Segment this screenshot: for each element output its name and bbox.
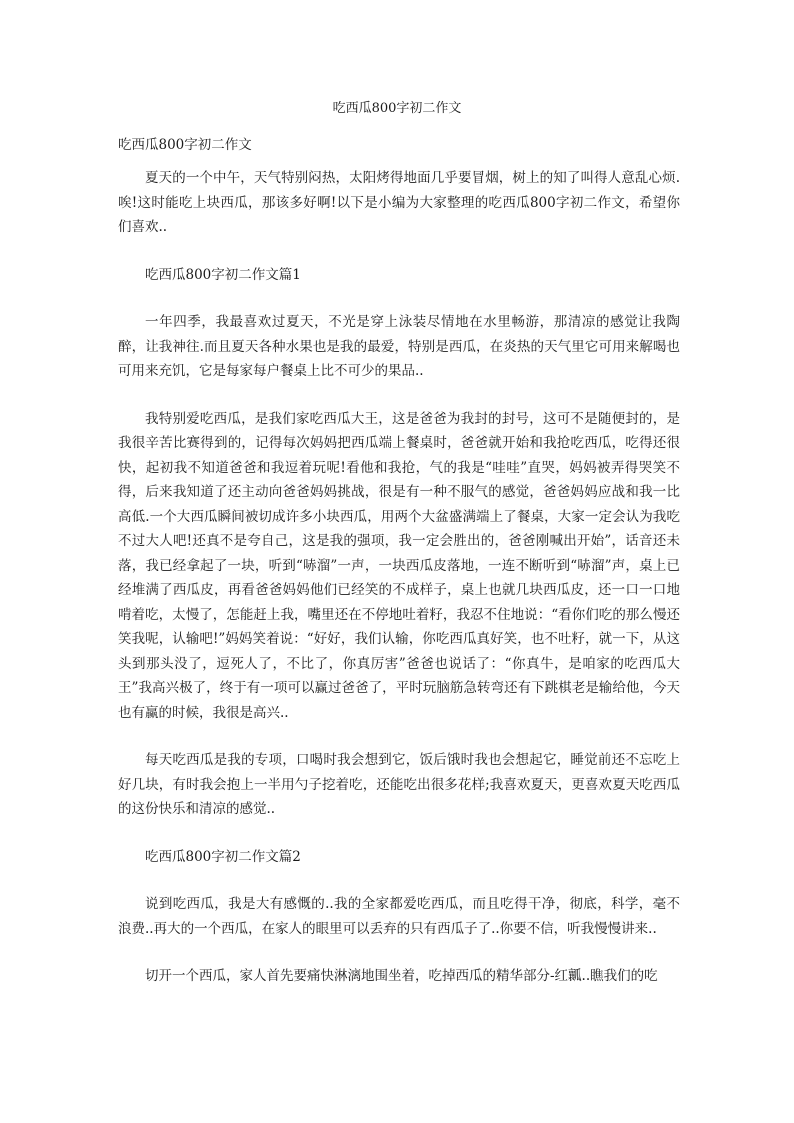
document-body: [118, 136, 680, 1012]
essay-heading-1: 吃西瓜800字初二作文篇1: [145, 266, 301, 283]
intro-paragraph: 夏天的一个中午，天气特别闷热，太阳烤得地面几乎要冒烟，树上的知了叫得人意乱心烦.唉!这时能吃上块西瓜，那该多好啊!以下是小编为大家整理的吃西瓜800字初二作文，希望你们喜欢..: [118, 170, 680, 235]
essay-1-paragraph-3: 每天吃西瓜是我的专项，口喝时我会想到它，饭后饿时我也会想起它，睡觉前还不忘吃上好几块，有时我会抱上一半用勺子挖着吃，还能吃出很多花样;我喜欢夏天，更喜欢夏天吃西瓜的这份快乐和清凉的感觉..: [118, 752, 680, 817]
document-title: 吃西瓜800字初二作文: [332, 101, 462, 116]
essay-2-paragraph-2: 切开一个西瓜，家人首先要痛快淋漓地围坐着，吃掉西瓜的精华部分-红瓤..瞧我们的吃: [145, 968, 658, 984]
essay-2-paragraph-1: 说到吃西瓜，我是大有感慨的..我的全家都爱吃西瓜，而且吃得干净，彻底，科学，毫不浪费..再大的一个西瓜，在家人的眼里可以丢弃的只有西瓜子了..你要不信，听我慢慢讲来..: [118, 896, 680, 937]
document-subtitle: 吃西瓜800字初二作文: [118, 137, 252, 153]
essay-1-paragraph-2: 我特别爱吃西瓜，是我们家吃西瓜大王，这是爸爸为我封的封号，这可不是随便封的，是我很辛苦比赛得到的，记得每次妈妈把西瓜端上餐桌时，爸爸就开始和我抢吃西瓜，吃得还很快，起初我不知道爸爸和我逗着玩呢!看他和我抢，气的我是“哇哇”直哭，妈妈被弄得哭笑不得，后来我知道了还主动向爸爸妈妈挑战，很是有一种不服气的感觉，爸爸妈妈应战和我一比高低.一个大西瓜瞬间被切成许多小块西瓜，用两个大盆盛满端上了餐桌，大家一定会认为我吃不过大人吧!还真不是夸自己，这是我的强项，我一定会胜出的，爸爸刚喊出开始”，话音还未落，我已经拿起了一块，听到“哧溜”一声，一块西瓜皮落地，一连不断听到“哧溜”声，桌上已经堆满了西瓜皮，再看爸爸妈妈他们已经笑的不成样子，桌上也就几块西瓜皮，还一口一口地啃着吃，太慢了，怎能赶上我，嘴里还在不停地吐着籽，我忍不住地说：“看你们吃的那么慢还笑我呢，认输吧!”妈妈笑着说：“好好，我们认输，你吃西瓜真好笑，也不吐籽，就一下，从这头到那头没了，逗死人了，不比了，你真厉害”爸爸也说话了：“你真牛，是咱家的吃西瓜大王”我高兴极了，终于有一项可以赢过爸爸了，平时玩脑筋急转弯还有下跳棋老是输给他，今天也有赢的时候，我很是高兴..: [118, 410, 680, 721]
essay-1-paragraph-1: 一年四季，我最喜欢过夏天，不光是穿上泳装尽情地在水里畅游，那清凉的感觉让我陶醉，让我神往.而且夏天各种水果也是我的最爱，特别是西瓜，在炎热的天气里它可用来解喝也可用来充饥，它是每家每户餐桌上比不可少的果品..: [118, 314, 680, 379]
essay-heading-2: 吃西瓜800字初二作文篇2: [145, 848, 301, 865]
